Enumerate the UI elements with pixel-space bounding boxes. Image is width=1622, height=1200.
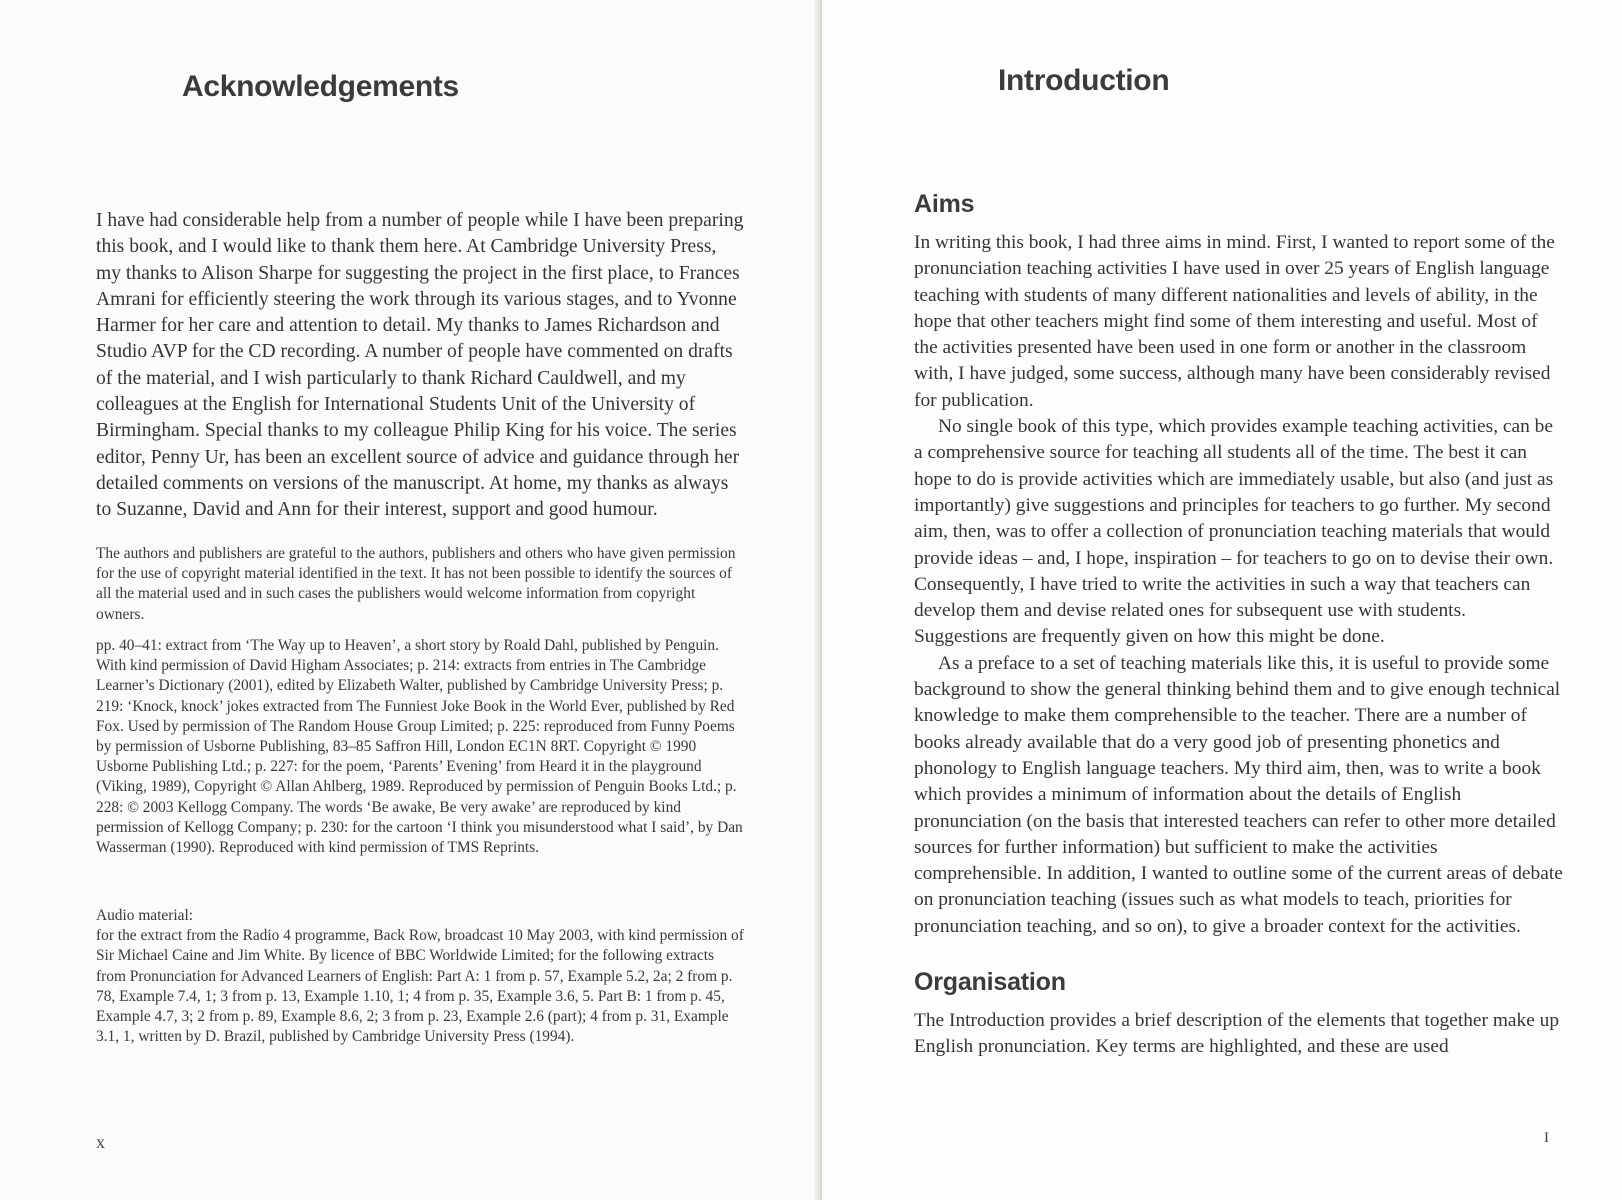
acknowledgements-paragraph: I have had considerable help from a number of people while I have been preparing this book, and I would like to thank them here. At Cambridge University Press, my thanks to Alison Sharpe for suggesting the project in the first place, to Frances Amrani for efficiently steering the work through its various stages, and to Yvonne Harmer for her care and attention to detail. My thanks to James Richardson and Studio AVP for the CD recording. A number of people have commented on drafts of the material, and I wish particularly to thank Richard Cauldwell, and my colleagues at the English for International Students Unit of the University of Birmingham. Special thanks to my colleague Philip King for his voice. The series editor, Penny Ur, has been an excellent source of advice and guidance through her detailed comments on versions of the manuscript. At home, my thanks as always to Suzanne, David and Ann for their interest, support and good humour. bbox=[96, 210, 744, 521]
audio-paragraph: for the extract from the Radio 4 programme, Back Row, broadcast 10 May 2003, with kind permission of Sir Michael Caine and Jim White. By licence of BBC Worldwide Limited; for the following extracts from Pronunciation for Advanced Learners of English: Part A: 1 from p. 57, Example 5.2, 2a; 2 from p. 78, Example 7.4, 1; 3 from p. 13, Example 1.10, 1; 4 from p. 35, Example 3.6, 5. Part B: 1 from p. 45, Example 4.7, 3; 2 from p. 89, Example 8.6, 2; 3 from p. 23, Example 2.6 (part); 4 from p. 31, Example 3.1, 1, written by D. Brazil, published by Cambridge University Press (1994). bbox=[96, 927, 744, 1046]
section-heading-organisation: Organisation bbox=[914, 968, 1066, 996]
aims-paragraph-1: In writing this book, I had three aims in mind. First, I wanted to report some of the pronunciation teaching activities I have used in over 25 years of English language teaching with students of many different nationalities and levels of ability, in the hope that other teachers might find some of them interesting and useful. Most of the activities presented have been used in one form or another in the classroom with, I have judged, some success, although many have been considerably revised for publication. bbox=[914, 232, 1555, 411]
page-number-left: x bbox=[96, 1132, 105, 1152]
copyright-credits: pp. 40–41: extract from ‘The Way up to Heaven’, a short story by Roald Dahl, published by Penguin. With kind permission of David Higham Associates; p. 214: extracts from entries in The Cambridge Learner’s Dictionary (2001), edited by Elizabeth Walter, published by Cambridge University Press; p. 219: ‘Knock, knock’ jokes extracted from The Funniest Joke Book in the World Ever, published by Red Fox. Used by permission of The Random House Group Limited; p. 225: reproduced from Funny Poems by permission of Usborne Publishing, 83–85 Saffron Hill, London EC1N 8RT. Copyright © 1990 Usborne Publishing Ltd.; p. 227: for the poem, ‘Parents’ Evening’ from Heard it in the playground (Viking, 1989), Copyright © Allan Ahlberg, 1989. Reproduced by permission of Penguin Books Ltd.; p. 228: © 2003 Kellogg Company. The words ‘Be awake, Be very awake’ are reproduced by kind permission of Kellogg Company; p. 230: for the cartoon ‘I think you misunderstood what I said’, by Dan Wasserman (1990). Reproduced with kind permission of TMS Reprints. bbox=[96, 637, 743, 857]
publishers-note: The authors and publishers are grateful to the authors, publishers and others who have given permission for the use of copyright material identified in the text. It has not been possible to identify the sources of all the material used and in such cases the publishers would welcome information from copyright owners. bbox=[96, 545, 736, 623]
organisation-paragraph: The Introduction provides a brief description of the elements that together make up English pronunciation. Key terms are highlighted, and these are used bbox=[914, 1010, 1560, 1058]
aims-paragraph-3: As a preface to a set of teaching materials like this, it is useful to provide some background to show the general thinking behind them and to give enough technical knowledge to make them comprehensible to the teacher. There are a number of books already available that do a very good job of presenting phonetics and phonology to English language teachers. My third aim, then, was to write a book which provides a minimum of information about the details of English pronunciation (on the basis that interested teachers can refer to other more detailed sources for further information) but sufficient to make the activities comprehensible. In addition, I wanted to outline some of the current areas of debate on pronunciation teaching (issues such as what models to teach, priorities for pronunciation teaching, and so on), to give a broader context for the activities. bbox=[914, 652, 1563, 937]
page-number-right: I bbox=[1544, 1130, 1549, 1146]
audio-heading: Audio material: bbox=[96, 907, 194, 924]
audio-credits bbox=[96, 906, 746, 1047]
aims-section-body bbox=[914, 230, 1564, 940]
page-title-acknowledgements: Acknowledgements bbox=[182, 70, 459, 103]
aims-paragraph-2: No single book of this type, which provides example teaching activities, can be a comprehensive source for teaching all students all of the time. The best it can hope to do is provide activities which are immediately usable, but also (and just as importantly) give suggestions and principles for teachers to go further. My second aim, then, was to offer a collection of pronunciation teaching materials that would provide ideas – and, I hope, inspiration – for teachers to go on to devise their own. Consequently, I have tried to write the activities in such a way that teachers can develop them and devise related ones for subsequent use with students. Suggestions are frequently given on how this might be done. bbox=[914, 416, 1554, 648]
right-page bbox=[822, 0, 1622, 1200]
section-heading-aims: Aims bbox=[914, 190, 975, 218]
page-title-introduction: Introduction bbox=[998, 64, 1170, 97]
